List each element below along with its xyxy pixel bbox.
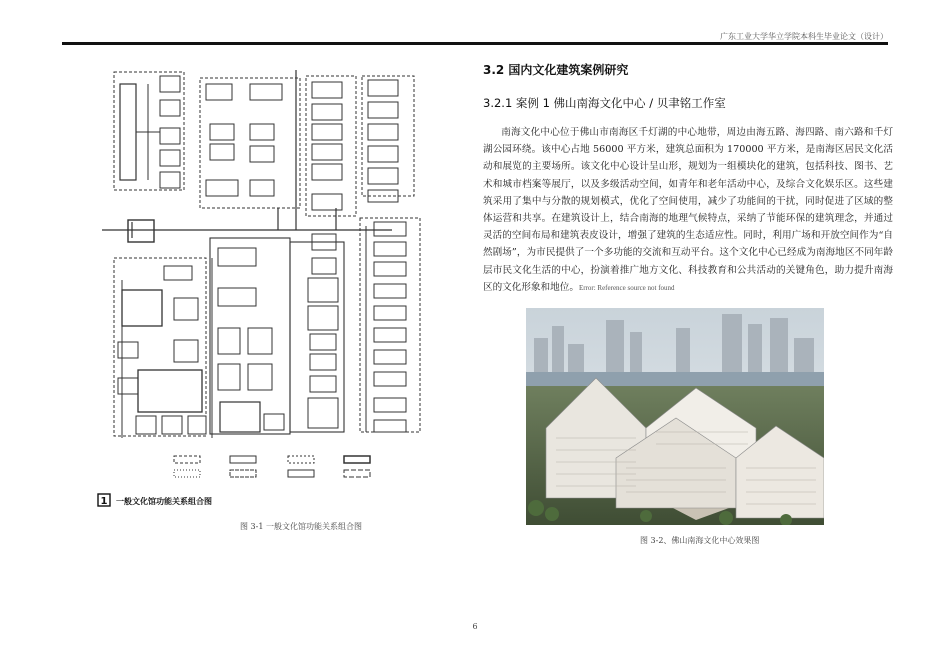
section-title: 3.2 国内文化建筑案例研究 [483,63,629,77]
diagram-box [122,290,162,326]
diagram-box [118,342,138,358]
diagram-box [138,370,202,412]
diagram-box [218,288,256,306]
diagram-box [220,402,260,432]
diagram-box [312,258,336,274]
diagram-box [164,266,192,280]
diagram-box [368,168,398,184]
diagram-frame [210,238,290,434]
diagram-connector [136,84,160,180]
diagram-box [218,364,240,390]
cultural-center-rendering [526,308,824,525]
diagram-box [248,328,272,354]
legend-swatch [344,470,370,477]
diagram-box [310,376,336,392]
reference-error: Error: Reference source not found [578,283,675,292]
diagram-box [308,398,338,428]
diagram-box [312,124,342,140]
diagram-main-axis [102,70,392,238]
diagram-frame [360,218,420,432]
paragraph-text: 南海文化中心位于佛山市南海区千灯湖的中心地带，周边由海五路、海四路、南六路和千灯湖公园环绕。该中心占地 56000 平方米，建筑总面积为 170000 平方米，是南海区居民文化活动和展览的主要场所。该文化中心设计呈山形，规划为一组模块化的建筑，包括科技、图书、艺术和城市档案等展厅，以及多级活动空间，如青年和老年活动中心，及综合文化娱乐区。这些建筑采用了集中与分散的规划模式，优化了空间使用，减少了功能间的干扰，同时促进了区域的整体运营和共享。在建筑设计上，结合南海的地理气候特点，采纳了节能环保的建筑理念，并通过灵活的空间布局和建筑表皮设计，增强了建筑的生态适应性。同时，利用广场和开放空间作为“自然剧场”，为市民提供了一个多功能的交流和互动平台。这个文化中心已经成为南海地区不同年龄层市民文化生活的中心，扮演着推广地方文化、科技教育和公共活动的关键角色，助力提升南海区的文化形象和地位。 [483,127,893,293]
diagram-box [118,378,138,394]
diagram-box [374,350,406,364]
subsection-title: 3.2.1 案例 1 佛山南海文化中心 / 贝聿铭工作室 [483,96,726,110]
diagram-box [210,144,234,160]
diagram-box [264,414,284,430]
body-paragraph [483,124,893,297]
diagram-box [374,262,406,276]
legend-swatch [288,456,314,463]
legend-title-number: 1 [100,496,108,507]
legend-swatch [230,470,256,477]
diagram-box [312,194,342,210]
diagram-frame [362,76,414,196]
legend-swatch [174,456,200,463]
diagram-box [250,124,274,140]
diagram-box [218,248,256,266]
diagram-box [188,416,206,434]
page-number: 6 [472,622,478,631]
figure-caption-3-2: 图 3-2、佛山南海文化中心效果图 [640,536,760,545]
diagram-box [312,164,342,180]
diagram-box [374,398,406,412]
diagram-box [206,84,232,100]
diagram-box [312,144,342,160]
diagram-box [310,334,336,350]
diagram-box [250,84,282,100]
diagram-box [160,172,180,188]
legend-swatch [344,456,370,463]
diagram-frame [306,76,356,216]
diagram-box [312,104,342,120]
diagram-box [162,416,182,434]
diagram-box [374,372,406,386]
diagram-box [374,284,406,298]
running-header: 广东工业大学华立学院本科生毕业论文（设计） [720,32,888,41]
legend-swatch [230,456,256,463]
diagram-box [120,84,136,180]
diagram-box [174,340,198,362]
diagram-box [308,278,338,302]
diagram-box [248,364,272,390]
diagram-box [250,180,274,196]
diagram-box [174,298,198,320]
legend-swatch [288,470,314,477]
diagram-box [374,242,406,256]
header-rule [62,42,888,45]
diagram-box [312,82,342,98]
diagram-box [210,124,234,140]
diagram-box [368,102,398,118]
diagram-frame [114,258,206,436]
diagram-box [368,124,398,140]
diagram-box [250,146,274,162]
diagram-box [310,354,336,370]
diagram-box [160,128,180,144]
diagram-box [374,420,406,432]
diagram-box [136,416,156,434]
diagram-box [374,222,406,236]
legend-swatch [174,470,200,477]
diagram-box [218,328,240,354]
function-relationship-diagram [92,58,432,518]
legend-title: 一般文化馆功能关系组合图 [116,497,212,506]
diagram-box [160,150,180,166]
figure-caption-3-1: 图 3-1 一般文化馆功能关系组合图 [240,522,362,531]
diagram-box [374,328,406,342]
diagram-box [308,306,338,330]
diagram-box [368,80,398,96]
diagram-box [368,146,398,162]
diagram-box [160,100,180,116]
diagram-box [206,180,238,196]
diagram-box [160,76,180,92]
river [526,372,824,386]
diagram-box [374,306,406,320]
